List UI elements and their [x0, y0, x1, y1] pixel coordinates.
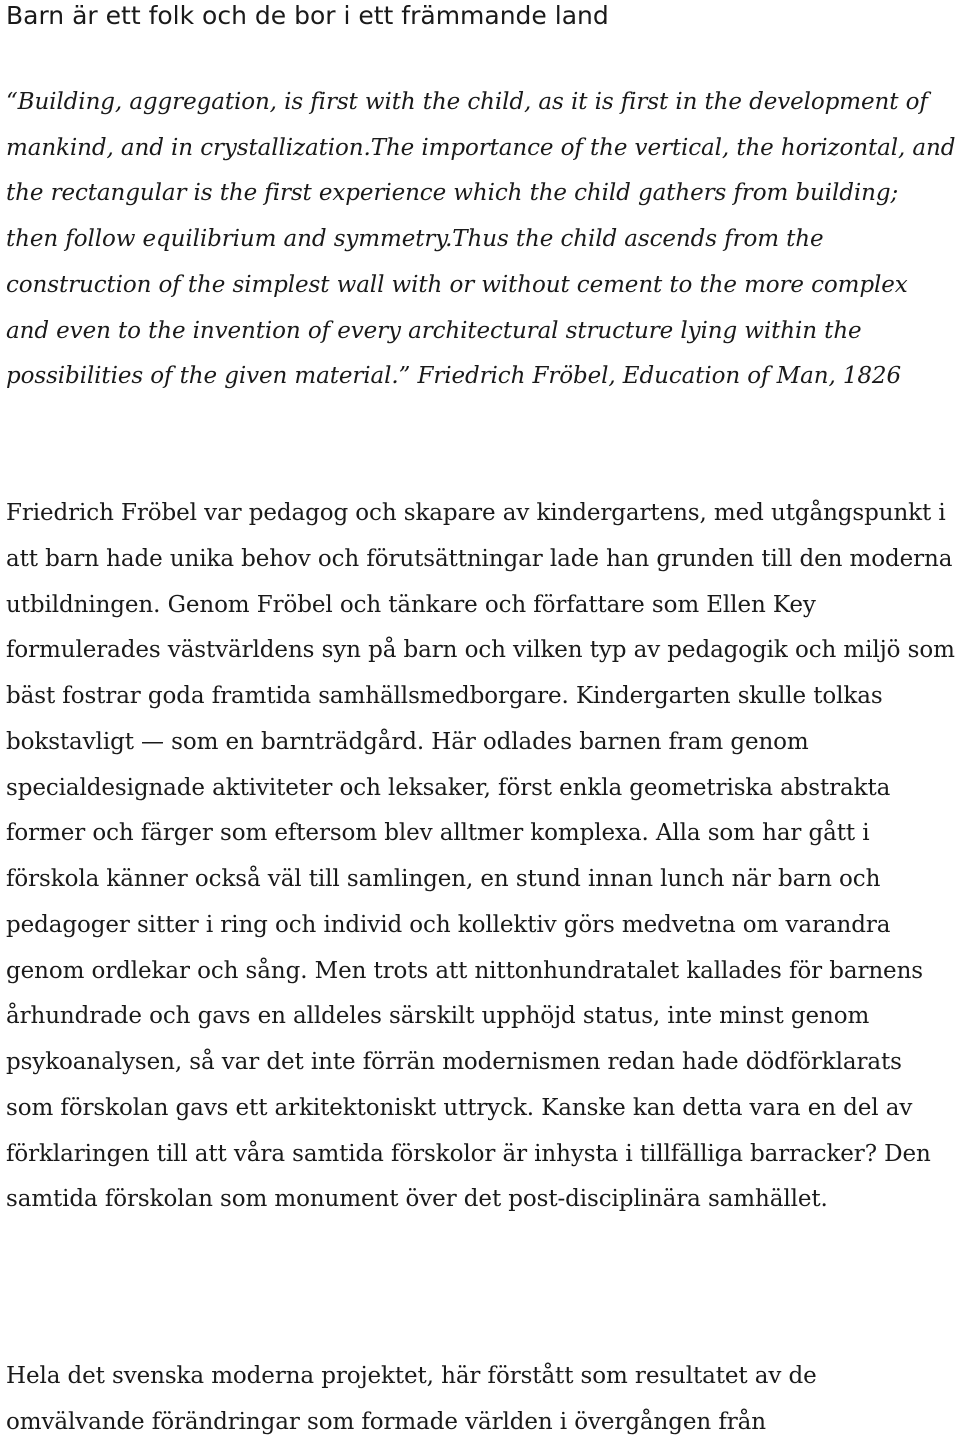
quote-text: “Building, aggregation, is first with the child, as it is first in the development of mankind, and in crystallization.The importance of the vertical, the horizontal, and the rectangular is the first experience which the child gathers from building; then follow equilibrium and symmetry.Thus the child ascends from the construction of the simplest wall with or without cement to the more complex and even to the invention of every architectural structure lying within the possibilities of the given material.”: [6, 89, 956, 390]
block-quote: [6, 80, 956, 400]
body-paragraph: Friedrich Fröbel var pedagog och skapare av kindergartens, med utgångspunkt i att barn hade unika behov och förutsättningar lade han grunden till den moderna utbildningen. Genom Fröbel och tänkare och författare som Ellen Key formulerades västvärldens syn på barn och vilken typ av pedagogik och miljö som bäst fostrar goda framtida samhällsmedborgare. Kindergarten skulle tolkas bokstavligt — som en barnträdgård. Här odlades barnen fram genom specialdesignade aktiviteter och leksaker, först enkla geometriska abstrakta former och färger som eftersom blev alltmer komplexa. Alla som har gått i förskola känner också väl till samlingen, en stund innan lunch när barn och pedagoger sitter i ring och individ och kollektiv görs medvetna om varandra genom ordlekar och sång. Men trots att nittonhundratalet kallades för barnens århundrade och gavs en alldeles särskilt upphöjd status, inte minst genom psykoanalysen, så var det inte förrän modernismen redan hade dödförklarats som förskolan gavs ett arkitektoniskt uttryck. Kanske kan detta vara en del av förklaringen till att våra samtida förskolor är inhysta i tillfälliga barracker? Den samtida förskolan som monument över det post-disciplinära samhället.: [6, 500, 955, 1213]
page-title: Barn är ett folk och de bor i ett främmande land: [6, 1, 609, 30]
quote-attribution: Friedrich Fröbel, Education of Man, 1826: [417, 363, 902, 390]
body-paragraph: Hela det svenska moderna projektet, här förstått som resultatet av de omvälvande förändringar som formade världen i övergången från: [6, 1363, 817, 1435]
